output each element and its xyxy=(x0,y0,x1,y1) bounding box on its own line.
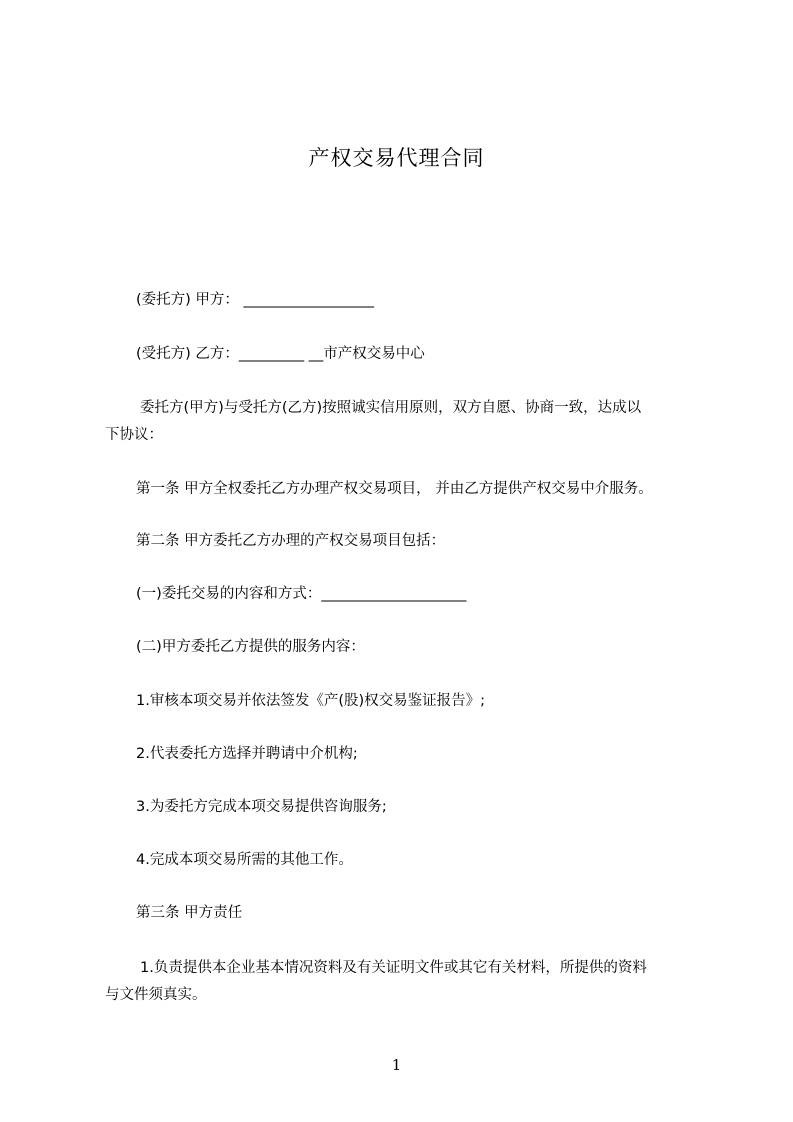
service-item-2: 2.代表委托方选择并聘请中介机构; xyxy=(136,746,358,762)
clause-service-content: (二)甲方委托乙方提供的服务内容： xyxy=(136,639,365,655)
document-title: 产权交易代理合同 xyxy=(308,146,485,170)
service-item-1: 1.审核本项交易并依法签发《产(股)权交易鉴证报告》; xyxy=(136,693,486,709)
article-2-heading: 第二条 甲方委托乙方办理的产权交易项目包括： xyxy=(136,533,446,549)
party-b-line: (受托方) 乙方：_________ __市产权交易中心 xyxy=(136,346,425,362)
clause-entrusted-content: (一)委托交易的内容和方式：____________________ xyxy=(136,586,467,602)
party-a-line: (委托方) 甲方： __________________ xyxy=(136,292,375,308)
intro-paragraph-line-2: 下协议： xyxy=(105,427,163,443)
party-a-duty-1-line-2: 与文件须真实。 xyxy=(105,987,207,1003)
service-item-4: 4.完成本项交易所需的其他工作。 xyxy=(136,852,353,868)
party-a-duty-1-line-1: 1.负责提供本企业基本情况资料及有关证明文件或其它有关材料，所提供的资料 xyxy=(140,960,647,976)
intro-paragraph-line-1: 委托方(甲方)与受托方(乙方)按照诚实信用原则，双方自愿、协商一致，达成以 xyxy=(140,400,642,416)
page-number: 1 xyxy=(391,1056,402,1074)
article-3-heading: 第三条 甲方责任 xyxy=(136,905,243,921)
service-item-3: 3.为委托方完成本项交易提供咨询服务; xyxy=(136,799,387,815)
article-1: 第一条 甲方全权委托乙方办理产权交易项目， 并由乙方提供产权交易中介服务。 xyxy=(136,481,653,497)
